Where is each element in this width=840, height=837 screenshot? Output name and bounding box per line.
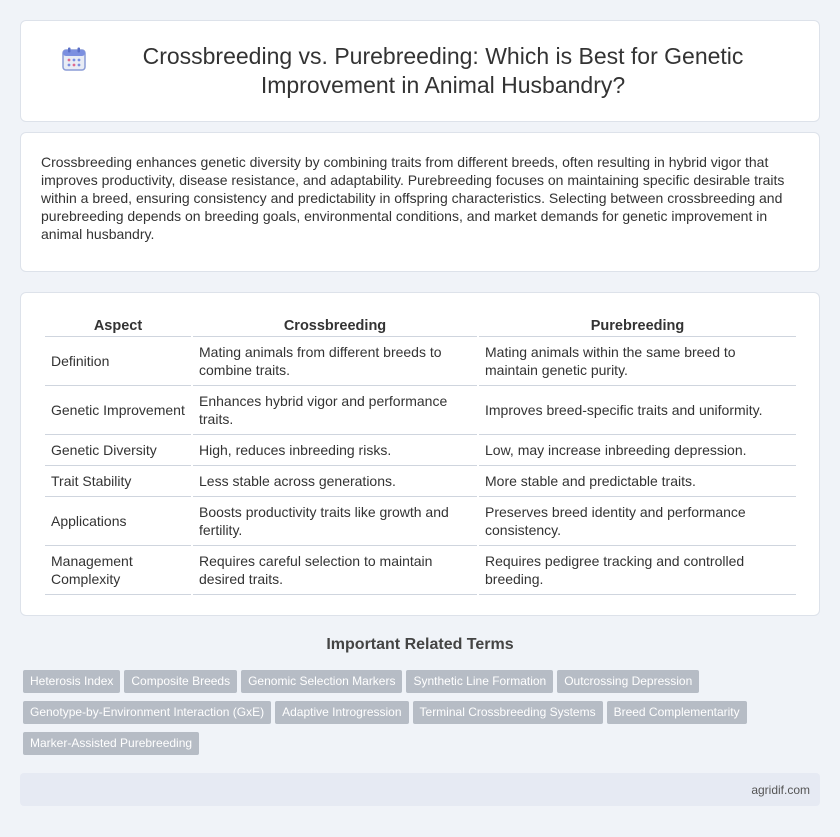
table-row (45, 546, 796, 595)
comparison-card (20, 292, 820, 616)
related-terms-list (23, 670, 813, 763)
cell-crossbreeding: High, reduces inbreeding risks. (193, 435, 477, 466)
cell-crossbreeding: Enhances hybrid vigor and performance traits. (193, 386, 477, 435)
term-tag[interactable]: Synthetic Line Formation (406, 670, 553, 693)
term-tag[interactable]: Composite Breeds (124, 670, 237, 693)
term-tag[interactable]: Outcrossing Depression (557, 670, 699, 693)
intro-card (20, 132, 820, 272)
cell-aspect: Definition (45, 337, 191, 386)
term-tag[interactable]: Genotype-by-Environment Interaction (GxE) (23, 701, 271, 724)
related-terms-title: Important Related Terms (326, 636, 514, 653)
table-row (45, 337, 796, 386)
cell-purebreeding: More stable and predictable traits. (479, 466, 796, 497)
term-tag[interactable]: Marker-Assisted Purebreeding (23, 732, 199, 755)
cell-crossbreeding: Mating animals from different breeds to combine traits. (193, 337, 477, 386)
table-row (45, 386, 796, 435)
cell-purebreeding: Requires pedigree tracking and controlled breeding. (479, 546, 796, 595)
header-purebreeding: Purebreeding (479, 313, 796, 337)
term-tag[interactable]: Adaptive Introgression (275, 701, 408, 724)
term-tag[interactable]: Genomic Selection Markers (241, 670, 402, 693)
cell-purebreeding: Low, may increase inbreeding depression. (479, 435, 796, 466)
cell-purebreeding: Preserves breed identity and performance consistency. (479, 497, 796, 546)
term-tag[interactable]: Terminal Crossbreeding Systems (413, 701, 603, 724)
cell-crossbreeding: Boosts productivity traits like growth and fertility. (193, 497, 477, 546)
intro-paragraph: Crossbreeding enhances genetic diversity by combining traits from different breeds, often resulting in hybrid vigor that improves productivity, disease resistance, and adaptability. Purebreeding focuses on maintaining specific desirable traits within a breed, ensuring consistency and predictability in offspring characteristics. Selecting between crossbreeding and purebreeding depends on breeding goals, environmental conditions, and market demands for genetic improvement in animal husbandry. (41, 154, 785, 242)
footer (20, 773, 820, 806)
cell-crossbreeding: Less stable across generations. (193, 466, 477, 497)
cell-purebreeding: Mating animals within the same breed to maintain genetic purity. (479, 337, 796, 386)
comparison-table (43, 313, 798, 595)
term-tag[interactable]: Heterosis Index (23, 670, 120, 693)
table-header-row (45, 313, 796, 337)
cell-aspect: Genetic Improvement (45, 386, 191, 435)
cell-aspect: Genetic Diversity (45, 435, 191, 466)
site-name[interactable]: agridif.com (751, 782, 810, 797)
header-aspect: Aspect (45, 313, 191, 337)
table-row (45, 497, 796, 546)
calendar-icon (61, 46, 87, 72)
table-row (45, 435, 796, 466)
table-row (45, 466, 796, 497)
cell-aspect: Management Complexity (45, 546, 191, 595)
term-tag[interactable]: Breed Complementarity (607, 701, 747, 724)
cell-crossbreeding: Requires careful selection to maintain desired traits. (193, 546, 477, 595)
page-title: Crossbreeding vs. Purebreeding: Which is Best for Genetic Improvement in Animal Husbandry? (142, 43, 744, 98)
title-card (20, 20, 820, 122)
cell-aspect: Trait Stability (45, 466, 191, 497)
cell-aspect: Applications (45, 497, 191, 546)
cell-purebreeding: Improves breed-specific traits and uniformity. (479, 386, 796, 435)
header-crossbreeding: Crossbreeding (193, 313, 477, 337)
